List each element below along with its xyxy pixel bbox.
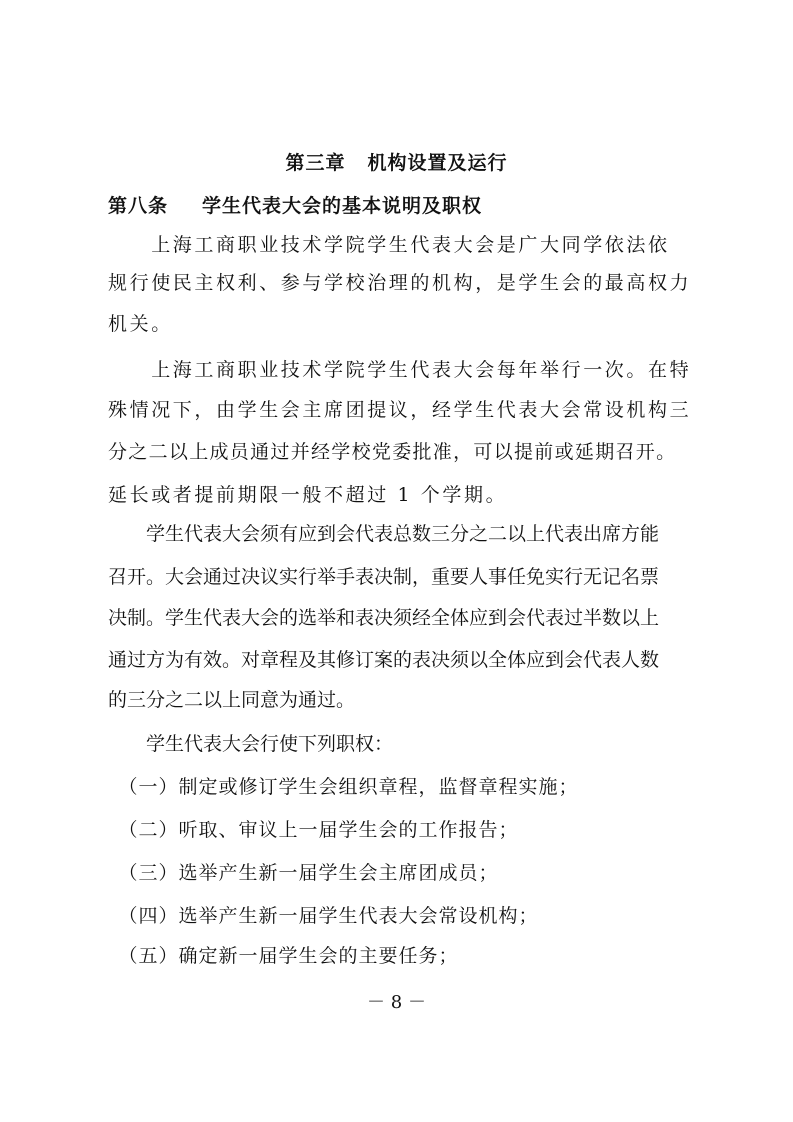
body-line: 决制。学生代表大会的选举和表决须经全体应到会代表过半数以上 [108, 607, 660, 629]
body-line: 上海工商职业技术学院学生代表大会每年举行一次。在特 [108, 359, 692, 381]
chapter-heading [0, 148, 793, 175]
body-line: 召开。大会通过决议实行举手表决制，重要人事任免实行无记名票 [108, 566, 660, 588]
list-item: （五）确定新一届学生会的主要任务； [108, 945, 459, 967]
list-item: （二）听取、审议上一届学生会的工作报告； [108, 819, 519, 841]
body-line: 机关。 [108, 313, 173, 335]
body-line: 规行使民主权利、参与学校治理的机构，是学生会的最高权力 [108, 272, 692, 294]
list-item: （四）选举产生新一届学生代表大会常设机构； [108, 905, 539, 927]
article-label: 第八条 [108, 195, 169, 217]
body-line: 学生代表大会行使下列职权： [108, 733, 394, 755]
body-line: 上海工商职业技术学院学生代表大会是广大同学依法依 [108, 234, 670, 256]
body-line: 的三分之二以上同意为通过。 [108, 689, 356, 711]
body-line: 分之二以上成员通过并经学校党委批准，可以提前或延期召开。 [108, 441, 677, 463]
list-item: （一）制定或修订学生会组织章程，监督章程实施； [108, 776, 579, 798]
list-item: （三）选举产生新一届学生会主席团成员； [108, 862, 499, 884]
body-line: 延长或者提前期限一般不超过 1 个学期。 [108, 484, 508, 506]
article-title-text: 学生代表大会的基本说明及职权 [202, 195, 483, 217]
body-line: 殊情况下，由学生会主席团提议，经学生代表大会常设机构三 [108, 399, 692, 421]
page-number: － 8 － [367, 992, 426, 1013]
chapter-label: 第三章 [285, 152, 346, 174]
chapter-title-text: 机构设置及运行 [367, 152, 508, 174]
body-line: 通过方为有效。对章程及其修订案的表决须以全体应到会代表人数 [108, 649, 660, 671]
article-heading [108, 191, 482, 218]
body-line: 学生代表大会须有应到会代表总数三分之二以上代表出席方能 [108, 523, 660, 545]
